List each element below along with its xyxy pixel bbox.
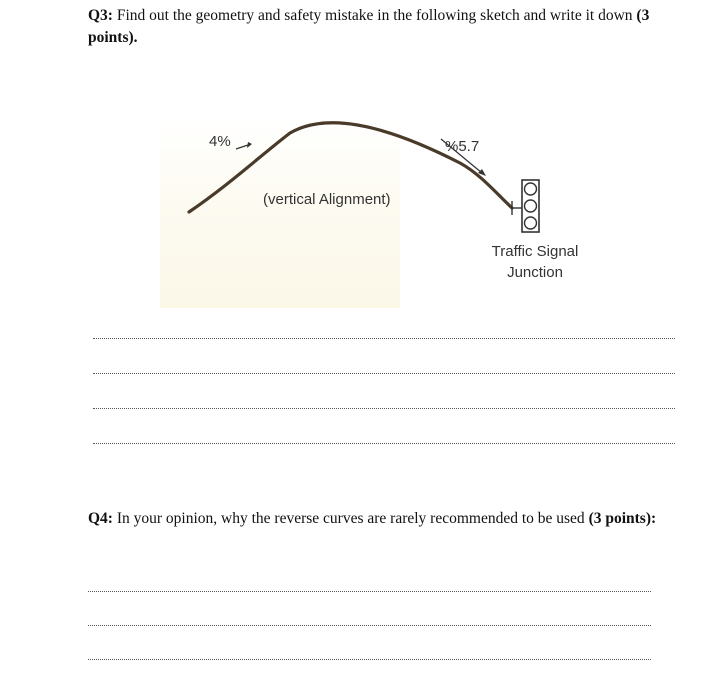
traffic-light-icon bbox=[512, 180, 539, 232]
uphill-arrow-icon bbox=[236, 142, 252, 149]
question-3 bbox=[88, 5, 688, 49]
q3-answer-line-1[interactable] bbox=[93, 338, 675, 339]
question-4-number: Q4: bbox=[88, 510, 113, 527]
question-4-text: In your opinion, why the reverse curves are rarely recommended to be used bbox=[112, 510, 589, 527]
question-4 bbox=[88, 508, 688, 530]
question-3-number: Q3: bbox=[88, 7, 113, 24]
q4-answer-line-1[interactable] bbox=[88, 591, 651, 592]
grade-right-label: %5.7 bbox=[445, 138, 480, 155]
question-3-text: Find out the geometry and safety mistake in the following sketch and write it down bbox=[112, 7, 637, 24]
q3-answer-line-2[interactable] bbox=[93, 373, 675, 374]
q4-answer-line-3[interactable] bbox=[88, 659, 651, 660]
q4-answer-line-2[interactable] bbox=[88, 625, 651, 626]
q3-answer-line-4[interactable] bbox=[93, 443, 675, 444]
q3-answer-line-3[interactable] bbox=[93, 408, 675, 409]
traffic-signal-label: Traffic Signal Junction bbox=[491, 243, 579, 281]
question-4-points: (3 points): bbox=[588, 510, 657, 527]
grade-left-label: 4% bbox=[209, 133, 231, 150]
vertical-alignment-label: (vertical Alignment) bbox=[263, 191, 391, 208]
vertical-alignment-sketch bbox=[160, 118, 630, 308]
question-3-points: (3 points). bbox=[88, 7, 650, 46]
